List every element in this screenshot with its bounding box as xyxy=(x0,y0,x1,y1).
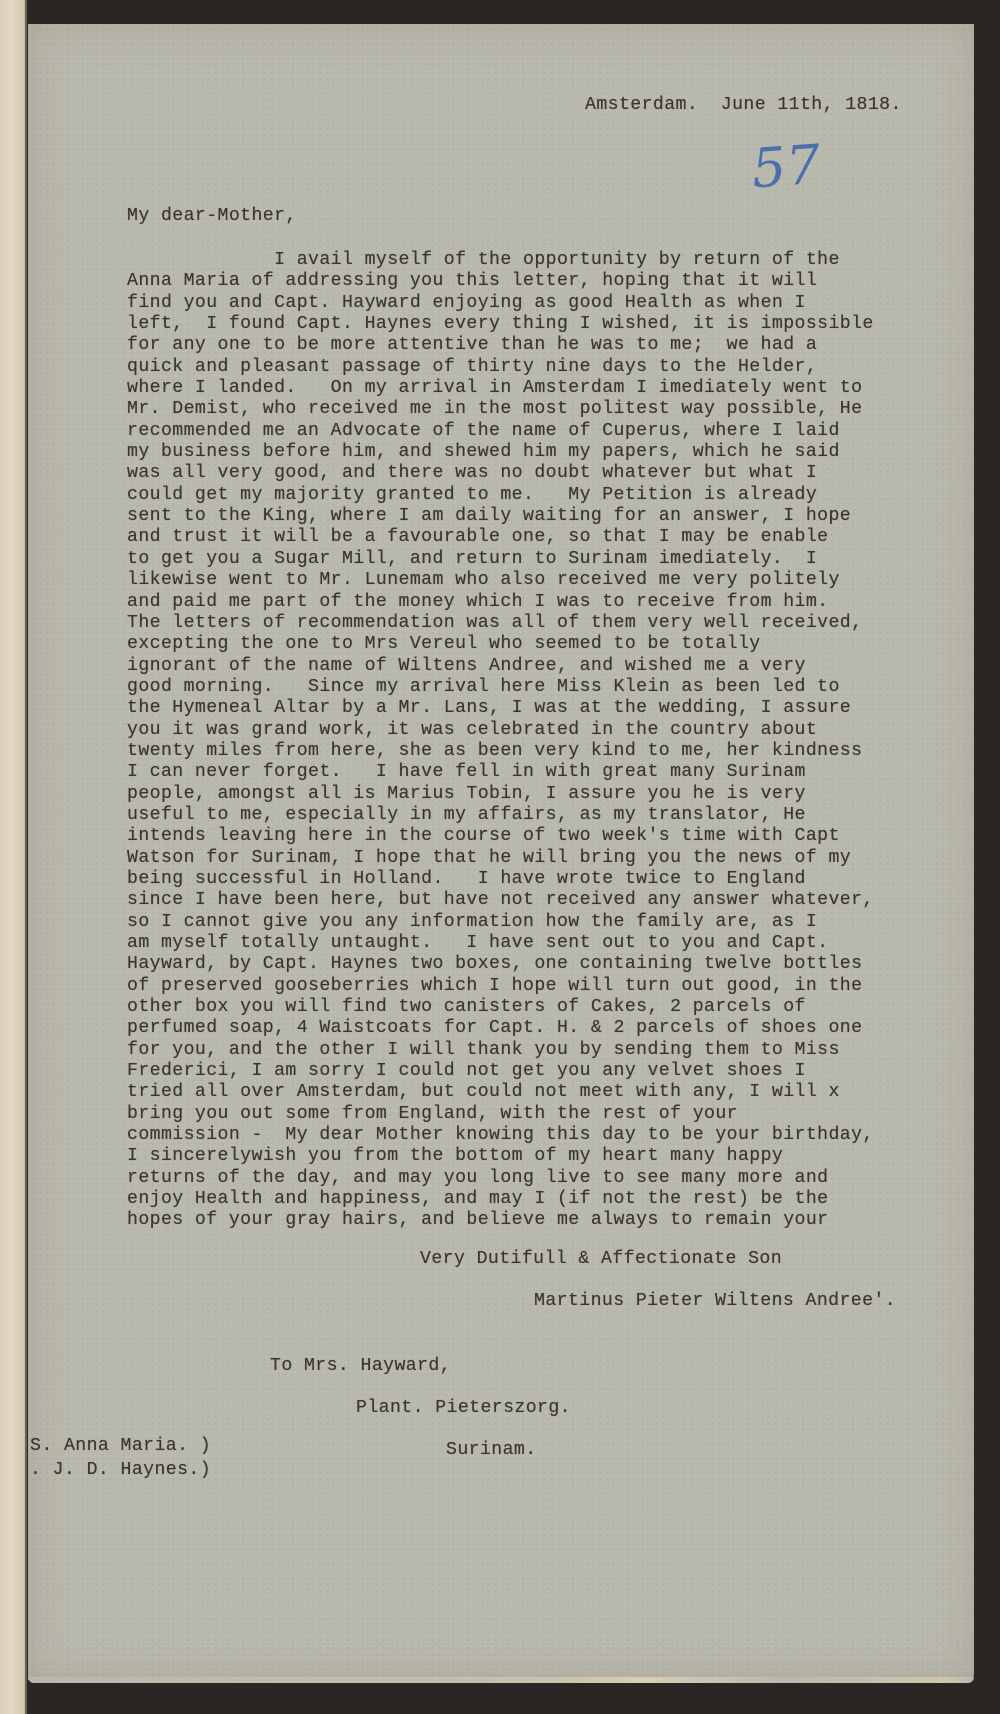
body-line: my business before him, and shewed him my papers, which he said xyxy=(127,442,840,463)
book-gutter-line xyxy=(25,0,27,1714)
body-line: so I cannot give you any information how the family are, as I xyxy=(127,911,818,932)
handwritten-folio-number: 57 xyxy=(749,132,823,201)
signature: Martinus Pieter Wiltens Andree'. xyxy=(534,1291,897,1311)
body-line: returns of the day, and may you long live to see many more and xyxy=(127,1167,829,1188)
body-line: sent to the King, where I am daily waiting for an answer, I hope xyxy=(127,506,852,527)
address-recipient: To Mrs. Hayward, xyxy=(270,1356,452,1376)
body-line: likewise went to Mr. Lunemam who also received me very politely xyxy=(127,570,840,591)
body-line: ignorant of the name of Wiltens Andree, and wished me a very xyxy=(127,655,806,676)
body-line: hopes of your gray hairs, and believe me always to remain your xyxy=(127,1210,829,1231)
body-line: was all very good, and there was no doubt whatever but what I xyxy=(127,463,818,484)
body-line: people, amongst all is Marius Tobin, I assure you he is very xyxy=(127,783,806,804)
body-line: tried all over Amsterdam, but could not meet with any, I will x xyxy=(127,1082,840,1103)
body-line: recommended me an Advocate of the name of Cuperus, where I laid xyxy=(127,420,840,441)
body-line: useful to me, especially in my affairs, as my translator, He xyxy=(127,804,806,825)
body-line: Mr. Demist, who received me in the most politest way possible, He xyxy=(127,399,863,420)
closing: Very Dutifull & Affectionate Son xyxy=(420,1249,783,1269)
body-line: could get my majority granted to me. My Petition is already xyxy=(127,484,818,505)
body-line: I can never forget. I have fell in with great many Surinam xyxy=(127,762,806,783)
body-line: twenty miles from here, she as been very kind to me, her kindness xyxy=(127,740,863,761)
address-plantation: Plant. Pieterszorg. xyxy=(356,1398,571,1418)
body-line: The letters of recommendation was all of them very well received, xyxy=(127,612,863,633)
salutation: My dear-Mother, xyxy=(127,206,297,226)
body-line: other box you will find two canisters of Cakes, 2 parcels of xyxy=(127,997,806,1018)
body-line: of preserved gooseberries which I hope will turn out good, in the xyxy=(127,975,863,996)
body-line: intends leaving here in the course of two week's time with Capt xyxy=(127,826,840,847)
letter-body xyxy=(127,250,874,1232)
body-line: where I landed. On my arrival in Amsterdam I imediately went to xyxy=(127,378,863,399)
body-line: find you and Capt. Hayward enjoying as good Health as when I xyxy=(127,292,806,313)
body-line: and paid me part of the money which I was to receive from him. xyxy=(127,591,829,612)
body-line: the Hymeneal Altar by a Mr. Lans, I was at the wedding, I assure xyxy=(127,698,852,719)
body-line: quick and pleasant passage of thirty nine days to the Helder, xyxy=(127,356,818,377)
body-line: Frederici, I am sorry I could not get you any velvet shoes I xyxy=(127,1061,806,1082)
body-line: enjoy Health and happiness, and may I (if not the rest) be the xyxy=(127,1189,829,1210)
ship-note-vessel: S. Anna Maria. ) xyxy=(30,1436,212,1456)
dateline: Amsterdam. June 11th, 1818. xyxy=(585,95,902,115)
body-line: good morning. Since my arrival here Miss Klein as been led to xyxy=(127,676,840,697)
body-line: being successful in Holland. I have wrote twice to England xyxy=(127,868,806,889)
body-line: for you, and the other I will thank you by sending them to Miss xyxy=(127,1039,840,1060)
body-line: for any one to be more attentive than he was to me; we had a xyxy=(127,335,818,356)
body-line: excepting the one to Mrs Vereul who seemed to be totally xyxy=(127,634,761,655)
body-line: Watson for Surinam, I hope that he will bring you the news of my xyxy=(127,847,852,868)
body-line: I avail myself of the opportunity by return of the xyxy=(127,250,840,270)
body-line: bring you out some from England, with the rest of your xyxy=(127,1103,738,1124)
body-line: you it was grand work, it was celebrated in the country about xyxy=(127,719,818,740)
body-line: Anna Maria of addressing you this letter, hoping that it will xyxy=(127,271,818,292)
body-line: am myself totally untaught. I have sent out to you and Capt. xyxy=(127,933,829,953)
ship-note-captain: . J. D. Haynes.) xyxy=(30,1460,212,1480)
body-line: and trust it will be a favourable one, so that I may be enable xyxy=(127,527,829,548)
body-line: commission - My dear Mother knowing this day to be your birthday, xyxy=(127,1125,874,1146)
body-line: perfumed soap, 4 Waistcoats for Capt. H. & 2 parcels of shoes one xyxy=(127,1018,863,1039)
book-page-edge xyxy=(0,0,27,1714)
address-country: Surinam. xyxy=(446,1440,537,1460)
body-line: Hayward, by Capt. Haynes two boxes, one containing twelve bottles xyxy=(127,954,863,975)
body-line: I sincerelywish you from the bottom of my heart many happy xyxy=(127,1146,784,1167)
body-line: left, I found Capt. Haynes every thing I wished, it is impossible xyxy=(127,314,874,335)
body-line: to get you a Sugar Mill, and return to Surinam imediately. I xyxy=(127,548,818,569)
body-line: since I have been here, but have not received any answer whatever, xyxy=(127,890,874,911)
